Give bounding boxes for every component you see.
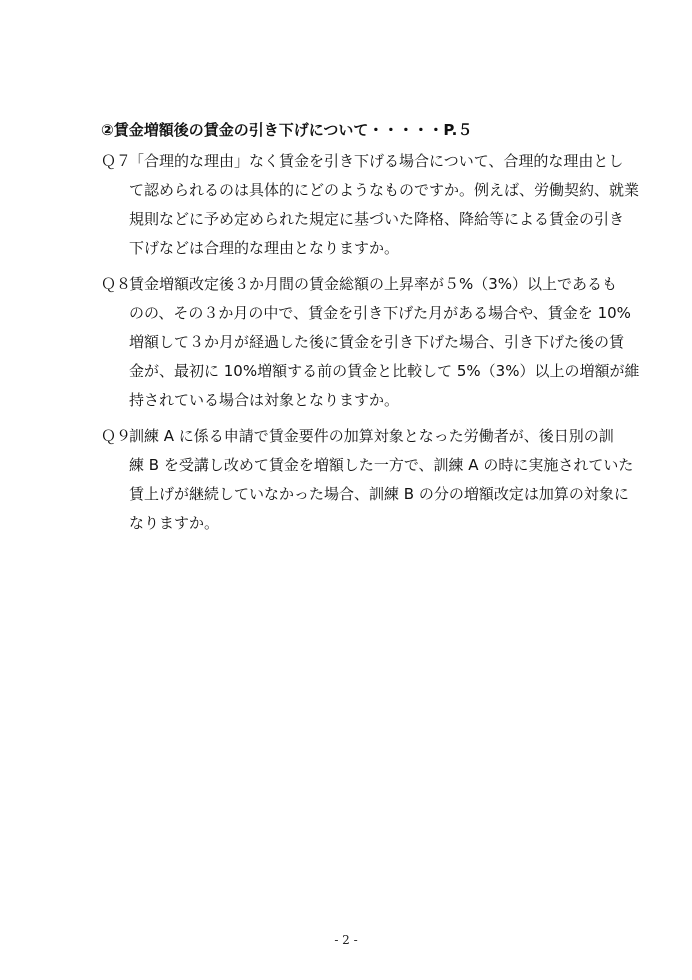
question-text xyxy=(129,147,640,263)
question-list xyxy=(101,147,640,545)
page-number: - 2 - xyxy=(334,933,358,947)
question-item-q7 xyxy=(101,147,640,263)
question-line: て認められるのは具体的にどのようなものですか。例えば、労働契約、就業 xyxy=(129,181,640,199)
question-line: 賃上げが継続していなかった場合、訓練 B の分の増額改定は加算の対象に xyxy=(129,485,629,503)
question-line: 練 B を受講し改めて賃金を増額した一方で、訓練 A の時に実施されていた xyxy=(129,456,634,474)
question-item-q8 xyxy=(101,270,640,415)
section-title: ②賃金増額後の賃金の引き下げについて・・・・・P.５ xyxy=(101,121,473,139)
question-line: なりますか。 xyxy=(129,514,220,532)
question-line: 増額して３か月が経過した後に賃金を引き下げた場合、引き下げた後の賃 xyxy=(129,333,625,351)
question-label: Ｑ７ xyxy=(101,152,132,170)
question-line: 下げなどは合理的な理由となりますか。 xyxy=(129,239,400,257)
question-line: 「合理的な理由」なく賃金を引き下げる場合について、合理的な理由とし xyxy=(129,152,624,170)
question-label: Ｑ９ xyxy=(101,427,132,445)
question-line: 規則などに予め定められた規定に基づいた降格、降給等による賃金の引き xyxy=(129,210,625,228)
question-line: 賃金増額改定後３か月間の賃金総額の上昇率が５%（3%）以上であるも xyxy=(129,275,618,293)
question-line: 金が、最初に 10%増額する前の賃金と比較して 5%（3%）以上の増額が維 xyxy=(129,362,640,380)
question-label: Ｑ８ xyxy=(101,275,132,293)
question-line: 持されている場合は対象となりますか。 xyxy=(129,391,400,409)
question-line: 訓練 A に係る申請で賃金要件の加算対象となった労働者が、後日別の訓 xyxy=(129,427,614,445)
question-text xyxy=(129,270,640,415)
question-text xyxy=(129,422,634,538)
question-item-q9 xyxy=(101,422,634,538)
question-line: のの、その３か月の中で、賃金を引き下げた月がある場合や、賃金を 10% xyxy=(129,304,631,322)
